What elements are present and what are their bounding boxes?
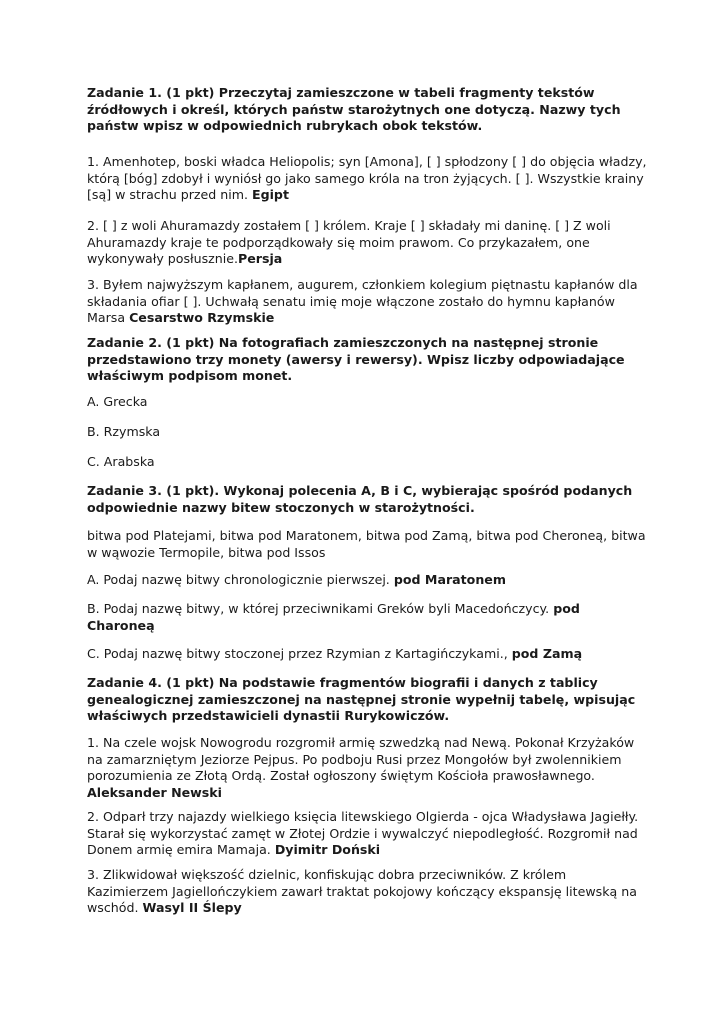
task4-heading: Zadanie 4. (1 pkt) Na podstawie fragmentów biografii i danych z tablicy genealogicznej zamieszczonej na następnej stronie wypełnij tabelę, wpisując właściwych przedstawicieli dynastii Rurykowiczów.: [87, 675, 636, 723]
task1-item1: [87, 154, 647, 204]
task4-item2-answer: Dyimitr Doński: [274, 842, 381, 857]
task4-item3: [87, 867, 647, 917]
task1-item1-answer: Egipt: [252, 187, 289, 202]
task3-answer-a: pod Maratonem: [393, 572, 506, 587]
task1-item3-text: 3. Byłem najwyższym kapłanem, augurem, członkiem kolegium piętnastu kapłanów dla składania ofiar [ ]. Uchwałą senatu imię moje włączone zostało do hymnu kapłanów Marsa: [87, 277, 638, 325]
task3-question-a-text: A. Podaj nazwę bitwy chronologicznie pierwszej.: [87, 572, 390, 587]
task2-option-c: C. Arabska: [87, 454, 155, 469]
task1-item2-text: 2. [ ] z woli Ahuramazdy zostałem [ ] królem. Kraje [ ] składały mi daninę. [ ] Z woli Ahuramazdy kraje te podporządkowały się moim prawom. Co przykazałem, one wykonywały posłusznie.: [87, 218, 611, 266]
task2-heading: Zadanie 2. (1 pkt) Na fotografiach zamieszczonych na następnej stronie przedstawiono trzy monety (awersy i rewersy). Wpisz liczby odpowiadające właściwym podpisom monet.: [87, 335, 625, 383]
task3-question-a: [87, 572, 647, 589]
task4-item3-text: 3. Zlikwidował większość dzielnic, konfiskując dobra przeciwników. Z królem Kazimierzem Jagiellończykiem zawarł traktat pokojowy kończący ekspansję litewską na wschód.: [87, 867, 637, 915]
task1-item2-answer: Persja: [238, 251, 283, 266]
task3-question-c: [87, 646, 647, 663]
task1-item3-answer: Cesarstwo Rzymskie: [129, 310, 275, 325]
task4-item2: [87, 809, 647, 859]
task4-item3-answer: Wasyl II Ślepy: [142, 900, 242, 915]
task1-item3: [87, 277, 647, 327]
task3-answer-b: pod Charoneą: [87, 601, 580, 633]
task2-option-a: A. Grecka: [87, 394, 148, 409]
task1-item1-text: 1. Amenhotep, boski władca Heliopolis; syn [Amona], [ ] spłodzony [ ] do objęcia władzy, którą [bóg] zdobył i wyniósł go jako samego króla na tron żyjących. [ ]. Wszystkie krainy [są] w strachu przed nim.: [87, 154, 647, 202]
task3-question-b-text: B. Podaj nazwę bitwy, w której przeciwnikami Greków byli Macedończycy.: [87, 601, 550, 616]
task3-question-c-text: C. Podaj nazwę bitwy stoczonej przez Rzymian z Kartagińczykami.,: [87, 646, 508, 661]
task4-item1-answer: Aleksander Newski: [87, 784, 222, 800]
task2-option-b: B. Rzymska: [87, 424, 161, 439]
task1-item2: [87, 218, 647, 268]
task3-options: bitwa pod Platejami, bitwa pod Maratonem, bitwa pod Zamą, bitwa pod Cheroneą, bitwa w wąwozie Termopile, bitwa pod Issos: [87, 528, 646, 560]
task4-item2-text: 2. Odparł trzy najazdy wielkiego księcia litewskiego Olgierda - ojca Władysława Jagiełły. Starał się wykorzystać zamęt w Złotej Ordzie i wywalczyć niepodległość. Rozgromił nad Donem armię emira Mamaja.: [87, 809, 639, 857]
task4-item1: [87, 735, 647, 801]
task4-item1-text: 1. Na czele wojsk Nowogrodu rozgromił armię szwedzką nad Newą. Pokonał Krzyżaków na zamarzniętym Jeziorze Pejpus. Po podboju Rusi przez Mongołów był zwolennikiem porozumienia ze Złotą Ordą. Został ogłoszony świętym Kościoła prawosławnego.: [87, 735, 635, 783]
task3-answer-c: pod Zamą: [511, 646, 583, 661]
task3-heading: Zadanie 3. (1 pkt). Wykonaj polecenia A, B i C, wybierając spośród podanych odpowiednie nazwy bitew stoczonych w starożytności.: [87, 483, 633, 515]
task1-heading: Zadanie 1. (1 pkt) Przeczytaj zamieszczone w tabeli fragmenty tekstów źródłowych i określ, których państw starożytnych one dotyczą. Nazwy tych państw wpisz w odpowiednich rubrykach obok tekstów.: [87, 85, 621, 133]
task3-question-b: [87, 601, 647, 634]
